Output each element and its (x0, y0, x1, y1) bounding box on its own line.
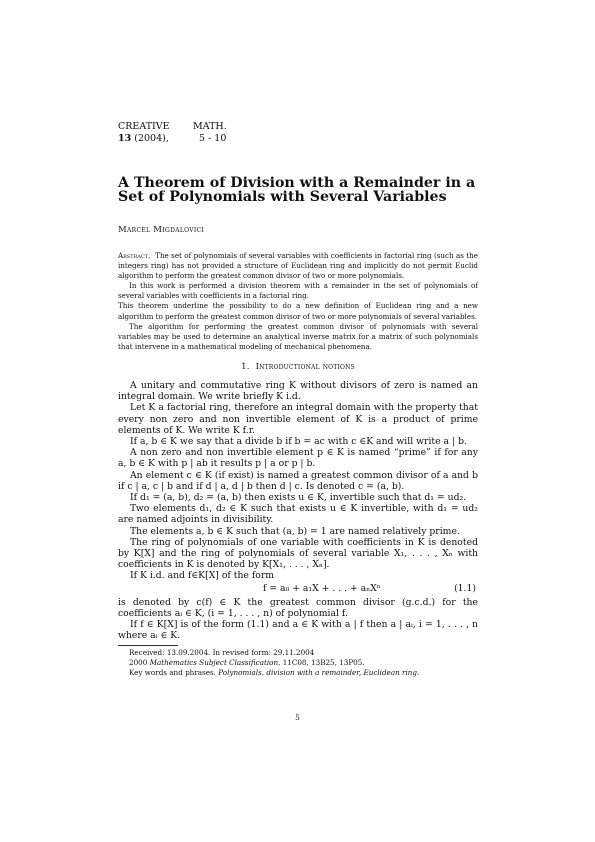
body-paragraph-5: An element c ∈ K (if exist) is named a greatest common divisor of a and b if c | a, c | b and if d | a, d | b then d | c. Is denoted c = (a, b). (118, 469, 478, 492)
equation-expression: f = a₀ + a₁X + . . . + aₙXⁿ (263, 582, 381, 594)
footnote-keywords (129, 668, 479, 678)
body-paragraph-8: The elements a, b ∈ K such that (a, b) = 1 are named relatively prime. (130, 525, 460, 537)
body-paragraph-9: The ring of polynomials of one variable with coefficients in K is denoted by K[X] and the ring of polynomials of several variable X₁, . . . , Xₙ with coefficients in K is denoted by K[X₁, . . . , Xₙ]. (118, 536, 478, 571)
body-paragraph-11: is denoted by c(f) ∈ K the greatest common divisor (g.c.d.) for the coefficients aᵢ ∈ K, (i = 1, . . . , n) of polynomial f. (118, 596, 478, 619)
footnote-msc-year: 2000 (129, 658, 150, 668)
abstract-paragraph-3: This theorem underline the possibility to do a new definition of Euclidean ring and a new algorithm to perform the greatest common divisor of two or more polynomials of several variables. (118, 301, 478, 321)
section-number: 1. (241, 362, 250, 372)
abstract (118, 251, 478, 352)
footnote-keywords-text: Polynomials, division with a remainder, Euclidean ring. (215, 668, 420, 678)
footnote-rule (118, 645, 178, 646)
paper-author: Marcel Migdalovici (118, 225, 205, 235)
page-number: 5 (295, 713, 300, 722)
footnote-received: Received: 13.09.2004. In revised form: 29.11.2004 (129, 648, 315, 657)
abstract-paragraph-4: The algorithm for performing the greatest common divisor of polynomials with several variables may be used to determine an analytical inverse matrix for a matrix of such polynomials that intervene in a mathematical modeling of mechanical phenomena. (118, 321, 478, 351)
journal-name: CREATIVE (118, 121, 170, 132)
equation-number: (1.1) (454, 582, 476, 594)
section-heading (118, 362, 478, 372)
journal-pages: 5 - 10 (199, 133, 227, 144)
body-paragraph-6: If d₁ = (a, b), d₂ = (a, b) then exists u ∈ K, invertible such that d₁ = ud₂. (130, 492, 467, 504)
footnote-msc-label: Mathematics Subject Classification. (149, 658, 281, 668)
footnote-msc-codes: 11C08, 13B25, 13P05. (280, 658, 365, 668)
journal-year: (2004), (131, 133, 169, 144)
abstract-label: Abstract. (118, 251, 151, 260)
body-paragraph-10: If K i.d. and f∈K[X] of the form (130, 570, 275, 582)
journal-volume-year (118, 133, 169, 145)
section-title: Introductional notions (255, 362, 355, 372)
body-text (118, 380, 478, 641)
journal-subject: MATH. (193, 121, 227, 132)
paper-title: A Theorem of Division with a Remainder in a Set of Polynomials with Several Variables (118, 175, 476, 205)
footnote-msc (129, 658, 479, 668)
abstract-paragraph-1 (118, 251, 478, 281)
abstract-text-1: The set of polynomials of several variables with coefficients in factorial ring (such as the integers ring) has not provided a structure of Euclidean ring and implicitly do not permit Euclid algorithm to perform the greatest common divisor of two or more polynomials. (118, 251, 478, 281)
body-paragraph-4: A non zero and non invertible element p ∈ K is named “prime” if for any a, b ∈ K with p | ab it results p | a or p | b. (118, 447, 478, 470)
footnote-keywords-label: Key words and phrases. (129, 668, 216, 678)
body-paragraph-7: Two elements d₁, d₂ ∈ K such that exists u ∈ K invertible, with d₁ = ud₂ are named adjoints in divisibility. (118, 503, 478, 526)
body-paragraph-2: Let K a factorial ring, therefore an integral domain with the property that every non zero and non invertible element of K is a product of prime elements of K. We write K f.r. (118, 402, 478, 436)
abstract-paragraph-2: In this work is performed a division theorem with a remainder in the set of polynomials of several variables with coefficients in a factorial ring. (118, 281, 478, 301)
equation-1-1 (118, 583, 478, 597)
footnotes (129, 648, 479, 679)
body-paragraph-12: If f ∈ K[X] is of the form (1.1) and a ∈ K with a | f then a | aᵢ, i = 1, . . . , n where aᵢ ∈ K. (118, 619, 478, 642)
body-paragraph-3: If a, b ∈ K we say that a divide b if b = ac with c ∈K and will write a | b. (130, 436, 467, 448)
journal-volume: 13 (118, 133, 132, 144)
body-paragraph-1: A unitary and commutative ring K without divisors of zero is named an integral domain. We write briefly K i.d. (118, 380, 478, 403)
